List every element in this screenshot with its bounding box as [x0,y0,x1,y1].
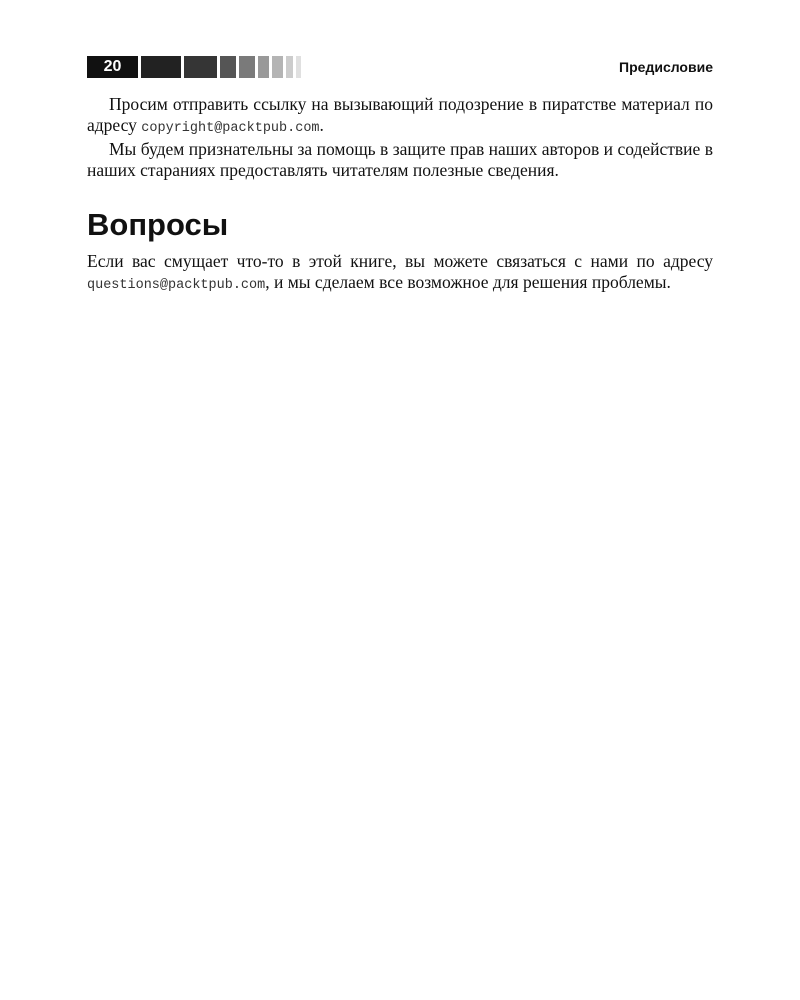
gradient-bar [272,56,283,78]
running-header [87,55,713,79]
chapter-title: Предисловие [619,59,713,75]
piracy-paragraph-1 [87,94,713,139]
questions-paragraph [87,251,713,296]
questions-heading: Вопросы [87,207,229,242]
questions-email: questions@packtpub.com [87,278,266,293]
questions-text-before: Если вас смущает что-то в этой книге, вы можете связаться с нами по адресу [87,251,713,271]
piracy-paragraph-2: Мы будем признательны за помощь в защите прав наших авторов и содействие в наших стараниях предоставлять читателям полезные сведения. [87,139,713,180]
questions-text-after: , и мы сделаем все возможное для решения проблемы. [265,272,671,292]
questions-section [87,251,713,296]
gradient-bar [239,56,255,78]
gradient-bar [258,56,269,78]
gradient-bar [286,56,293,78]
gradient-bar [296,56,301,78]
gradient-bar [184,56,217,78]
book-page [87,55,713,296]
page-number: 20 [87,56,138,78]
piracy-paragraph-1-end: . [319,115,324,135]
piracy-paragraph-1-text: Просим отправить ссылку на вызывающий подозрение в пиратстве материал по адресу [87,94,713,135]
decorative-gradient-bars [141,56,301,78]
copyright-email: copyright@packtpub.com [141,121,320,136]
gradient-bar [220,56,236,78]
piracy-section [87,94,713,181]
gradient-bar [141,56,181,78]
